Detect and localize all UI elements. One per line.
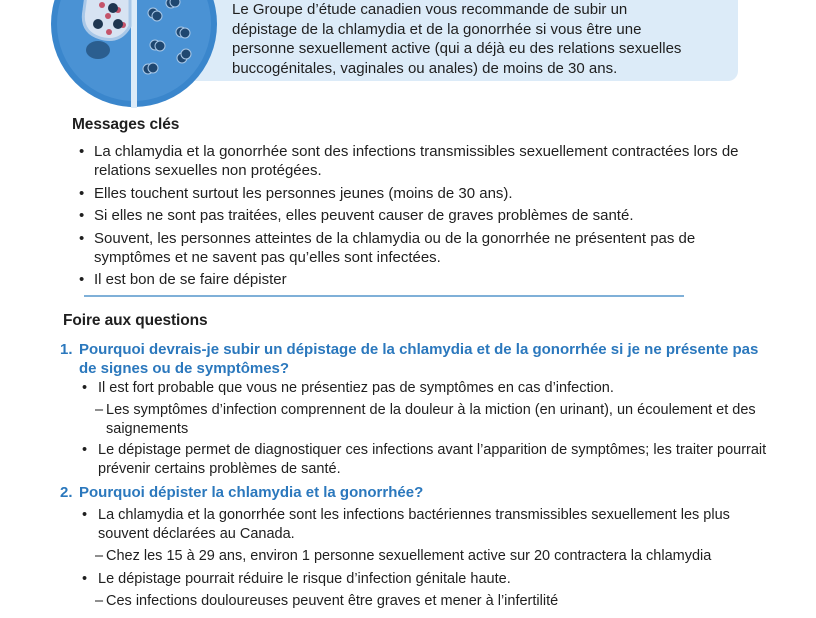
item-line: Souvent, les personnes atteintes de la chlamydia ou de la gonorrhée ne présentent pas de	[94, 229, 696, 247]
answer-line: Les symptômes d’infection comprennent de la douleur à la miction (en urinant), un écoulement et des	[106, 402, 756, 418]
recommendation-text	[232, 0, 732, 78]
key-message-item	[79, 229, 774, 267]
question-line: Pourquoi dépister la chlamydia et la gonorrhée?	[79, 484, 424, 501]
faq-question-2	[60, 483, 779, 502]
callout-line: buccogénitales, vaginales ou anales) de moins de 30 ans.	[232, 59, 618, 77]
faq-answer-item	[82, 441, 767, 479]
bullet-icon: •	[79, 207, 85, 224]
bullet-icon: •	[82, 571, 88, 587]
key-messages-section	[72, 116, 772, 134]
bullet-icon: •	[79, 271, 85, 288]
question-line: Pourquoi devrais-je subir un dépistage de la chlamydia et de la gonorrhée si je ne présente pas	[79, 341, 759, 358]
key-message-item	[79, 270, 774, 289]
answer-line: Ces infections douloureuses peuvent être graves et mener à l’infertilité	[106, 593, 559, 609]
key-message-item	[79, 184, 774, 203]
bullet-icon: •	[82, 507, 88, 523]
faq-answer-subitem	[95, 547, 712, 566]
faq-answer-subitem	[95, 592, 559, 611]
key-message-item	[79, 206, 774, 225]
question-line: de signes ou de symptômes?	[79, 360, 290, 377]
dash-icon: –	[95, 548, 104, 564]
item-line: relations sexuelles non protégées.	[94, 162, 322, 179]
item-line: Il est bon de se faire dépister	[94, 271, 287, 288]
question-number: 2.	[60, 484, 73, 501]
answer-line: Le dépistage permet de diagnostiquer ces infections avant l’apparition de symptômes; les traiter pourrait	[98, 442, 767, 458]
faq-answer-subitem	[95, 401, 756, 439]
bullet-icon: •	[82, 442, 88, 458]
item-line: symptômes et ne savent pas qu’elles sont infectées.	[94, 248, 441, 266]
callout-line: Le Groupe d’étude canadien vous recommande de subir un	[232, 1, 628, 18]
key-message-item	[79, 142, 774, 180]
petri-dish-bacteria-icon	[50, 0, 218, 108]
bullet-icon: •	[79, 143, 85, 160]
faq-question-1	[60, 340, 779, 378]
faq-section	[63, 312, 763, 330]
key-messages-list	[79, 142, 774, 293]
faq-answer-item	[82, 379, 614, 398]
bullet-icon: •	[79, 229, 85, 247]
faq-title: Foire aux questions	[63, 312, 208, 329]
section-divider	[84, 295, 684, 297]
item-line: Elles touchent surtout les personnes jeunes (moins de 30 ans).	[94, 184, 513, 202]
answer-line: Il est fort probable que vous ne présentiez pas de symptômes en cas d’infection.	[98, 380, 614, 396]
answer-line: La chlamydia et la gonorrhée sont les infections bactériennes transmissibles sexuellement les plus	[98, 507, 730, 523]
bullet-icon: •	[82, 380, 88, 396]
answer-line: saignements	[106, 421, 189, 437]
question-number: 1.	[60, 341, 73, 358]
item-line: La chlamydia et la gonorrhée sont des infections transmissibles sexuellement contractées lors de	[94, 143, 739, 160]
key-messages-title: Messages clés	[72, 116, 180, 133]
answer-line: souvent déclarées au Canada.	[98, 526, 295, 542]
callout-line: dépistage de la chlamydia et de la gonorrhée si vous être une	[232, 20, 642, 38]
dash-icon: –	[95, 593, 104, 609]
dash-icon: –	[95, 402, 104, 418]
item-line: Si elles ne sont pas traitées, elles peuvent causer de graves problèmes de santé.	[94, 207, 634, 224]
faq-answer-item	[82, 570, 511, 589]
faq-answer-item	[82, 506, 730, 544]
bullet-icon: •	[79, 184, 85, 202]
callout-line: personne sexuellement active (qui a déjà eu des relations sexuelles	[232, 40, 682, 57]
answer-line: Le dépistage pourrait réduire le risque d’infection génitale haute.	[98, 571, 511, 587]
answer-line: prévenir certains problèmes de santé.	[98, 461, 341, 477]
answer-line: Chez les 15 à 29 ans, environ 1 personne sexuellement active sur 20 contractera la chlamydia	[106, 548, 712, 564]
